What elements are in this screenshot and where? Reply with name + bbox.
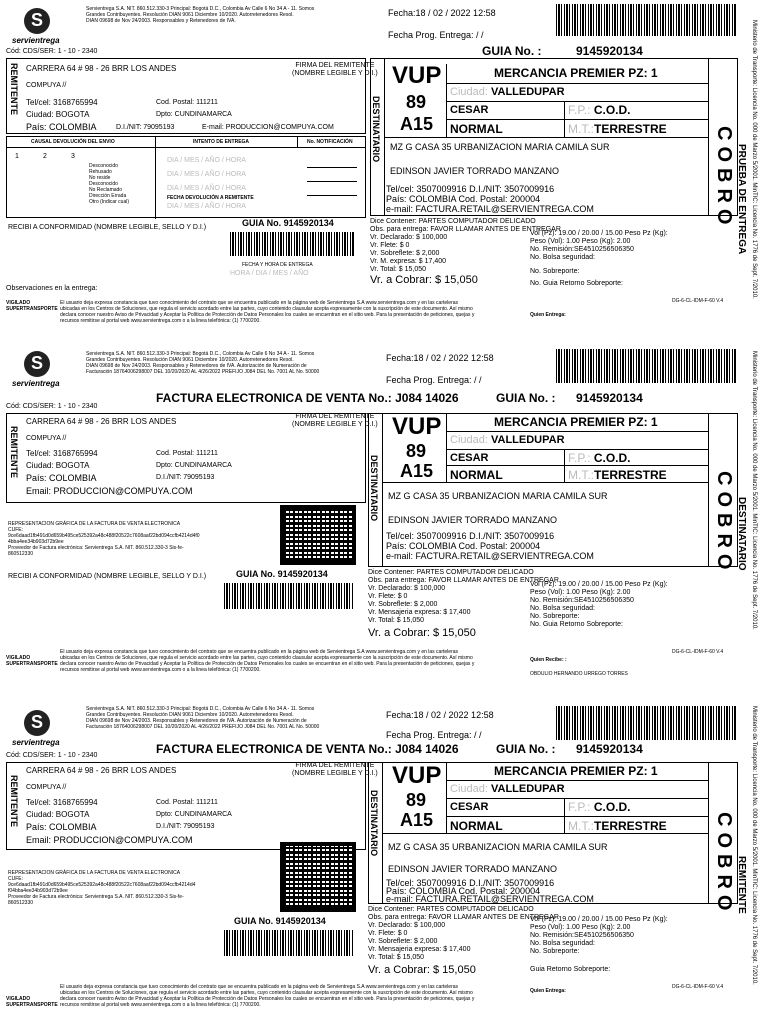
sender-city: Ciudad: BOGOTA [26, 110, 90, 119]
logo-text: servientrega [12, 36, 60, 45]
fecha-prog: Fecha Prog. Entrega: / / [386, 375, 482, 385]
route-2: A15 [400, 114, 434, 134]
cod-cds: Cód: CDS/SER: 1 - 10 - 2340 [6, 403, 98, 410]
devolucion-table: CAUSAL DEVOLUCIÓN DEL ENVIO INTENTO DE ENTREGA No. NOTIFICACIÓN 1 2 3 Desconocido Rehusado No reside Desconocido No Reclamado Dirección Errada Otro (Indicar cual) DIA / MES / AÑO / HORA DIA / MES / AÑO / HORA DIA / MES / AÑO / HORA FECHA DEVOLUCIÓN A REMITENTE DIA / MES / AÑO / HORA [6, 136, 366, 218]
fp: F.P.: C.O.D. [568, 103, 631, 117]
company-header: Servientrega S.A. NIT. 860.512.330-3 Principal: Bogotá D.C., Colombia Av Calle 6 No 34 A - 11. Somos Grandes Contribuyentes. Resolución DIAN 9061 Diciembre 10/2020. Autorretenedores Resol. DIAN 09698 de Nov 24/2003. Responsables y Retenedores de IVA. [86, 6, 315, 24]
firma-remitente: FIRMA DEL REMITENTE (NOMBRE LEGIBLE Y D.I.) [292, 413, 378, 428]
dest-country: País: COLOMBIA Cod. Postal: 200004 [386, 194, 541, 204]
dest-dept: CESAR [450, 104, 489, 116]
logo-text: servientrega [12, 379, 60, 388]
sender-tel: Tel/cel: 3168765994 [26, 98, 98, 107]
mode: NORMAL [450, 122, 503, 136]
guia-small: GUIA No. 9145920134 [242, 218, 334, 228]
vigilado: VIGILADO SUPERTRANSPORTE [6, 300, 58, 312]
recibi-label: RECIBI A CONFORMIDAD (NOMBRE LEGIBLE, SELLO Y D.I.) [8, 224, 207, 231]
quien-entrega: Quien Entrega: [530, 312, 566, 318]
einvoice-block: REPRESENTACION GRÁFICA DE LA FACTURA DE VENTA ELECTRONICA CUFE: 9ce6daad1fb491d0d659b495ce525392a48c488f20522c7608aaf22bd094ccfb4214d4f0 4bba4ee34b903d72b9ee Proveedor de Factura electrónica: Servientrega S.A. NIT. 860.512.330-3 Sis-fe- 860512330 [8, 521, 200, 557]
barcode-small [224, 583, 354, 609]
company-header: Servientrega S.A. NIT. 860.512.330-3 Principal: Bogotá D.C., Colombia Av Calle 6 No 34 A - 11. Somos Grandes Contribuyentes. Resolución DIAN 9061 Diciembre 10/2020. Autorretenedores Resol. DIAN 09698 de Nov 24/2003. Responsables y Retenedores de IVA. Autorización de Numeración de Facturación 18764006298007 DEL 10/20/2020 AL 4/26/2022 PREFIJO J084 DEL No. 7001 AL No. 50000 [86, 351, 320, 375]
form-code: DG-6-CL-IDM-F-60 V.4 [672, 298, 724, 304]
route-1: 89 [406, 92, 427, 112]
sender-country: País: COLOMBIA [26, 122, 97, 132]
footer-text: El usuario deja expresa constancia que tuvo conocimiento del contrato que se encuentra publicado en la página web de Servientrega S.A www.servientrega.com y en las carteleras ubicadas en los Centros de Soluciones, que regula el servicio acordado entre las partes, cuyo contenido clausular acepta expresamente con la suscripción de este documento. Así mismo declara conocer nuestro Aviso de Privacidad y Aceptar la Política de Protección de Datos Personales los cuales se encuentran en el sitio web. Para la presentación de peticiones, quejas y recursos remitirse al portal web www.servientrega.com o a la linea telefónica: (1) 7700200. [60, 300, 475, 324]
section-prueba-entrega [0, 0, 768, 335]
receiver-name: OBDULIO HERNANDO URREGO TORRES [530, 671, 628, 677]
servientrega-logo-icon [24, 710, 50, 736]
section-remitente: S servientrega Servientrega S.A. NIT. 860.512.330-3 Principal: Bogotá D.C., Colombia Av Calle 6 No 34 A - 11. Somos Grandes Contribuyentes. Resolución DIAN 9061 Diciembre 10/2020. Autorretenedores Resol. DIAN 09698 de Nov 24/2003. Responsables y Retenedores de IVA. Autorización de Numeración de Facturación 18764006298007 DEL 10/20/2020 AL 4/26/2022 PREFIJO J084 DEL No. 7001 AL No. 50000 Fecha:18 / 02 / 2022 12:58 Fecha Prog. Entrega: / / Cód: CDS/SER: 1 - 10 - 2340 FACTURA ELECTRONICA DE VENTA No.: J084 14026 GUIA No. : 9145920134 REMITENTE FIRMA DEL REMITENTE (NOMBRE LEGIBLE Y D.I.) CARRERA 64 # 98 - 26 BRR LOS ANDES COMPUYA // Tel/cel: 3168765994 Cod. Postal: 111211 Ciudad: BOGOTA Dpto: CUNDINAMARCA País: COLOMBIA D.I./NIT: 79095193 Email: PRODUCCION@COMPUYA.COM REPRESENTACION GRÁFICA DE LA FACTURA DE VENTA ELECTRONICA CUFE: 9ce6daad1fb491d0d659b495ce525392a48c488f20522c7608aaf22bd094ccfb4214d4 f04bba4ee34b903d72b9ee Proveedor de Factura electrónica: Servientrega S.A. NIT. 860.512.330-3 Sis-fe- 860512330 GUIA No. 9145920134 DESTINATARIO VUP 89 A15 MERCANCIA PREMIER PZ: 1 Ciudad: VALLEDUPAR CESAR F.P.: C.O.D. NORMAL M.T.:TERRESTRE COBRO MZ G CASA 35 URBANIZACION MARIA CAMILA SUR EDINSON JAVIER TORRADO MANZANO Tel/cel: 3507009916 D.I./NIT: 3507009916 País: COLOMBIA Cod. Postal: 200004 e-mail: FACTURA.RETAIL@SERVIENTREGA.COM Dice Contener: PARTES COMPUTADOR DELICADO Obs. para entrega: FAVOR LLAMAR ANTES DE ENTREGAR Vr. Declarado: $ 100,000 Vr. Flete: $ 0 Vr. Sobreflete: $ 2,000 Vr. Mensajeria expresa: $ 17,400 Vr. Total: $ 15,050 Vr. a Cobrar: $ 15,050 Vol (Pz): 19.00 / 20.00 / 15.00 Peso Pz (Kg): Peso (Vol): 1.00 Peso (Kg): 2.00 No. Remisión:SE4510256506350 No. Bolsa seguridad: No. Sobreporte: Guia Retorno Sobreporte: VIGILADO SUPERTRANSPORTE El usuario deja expresa constancia que tuvo conocimiento del contrato que se encuentra publicado en la página web de Servientrega S.A www.servientrega.com y en las carteleras ubicadas en los Centros de Soluciones, que regula el servicio acordado entre las partes, cuyo contenido clausular acepta expresamente con la suscripción de este documento. Así mismo declara conocer nuestro Aviso de Privacidad y Aceptar la Política de Protección de Datos Personales los cuales se encuentran en el sitio web. Para la presentación de peticiones, quejas y recursos remitirse al portal web www.servientrega.com o a la linea telefónica: (1) 7700200. DG-6-CL-IDM-F-60 V.4 Quien Entrega: Ministerio de Transporte: Licencia No. 000 de Marzo 5/2001. MinTIC: Licencia No. 1776 de Sept. 7/2010. REMITENTE [0, 700, 768, 1024]
sender-nit: D.I./NIT: 79095193 [116, 124, 175, 131]
product: MERCANCIA PREMIER PZ: 1 [494, 66, 658, 80]
invoice-title: FACTURA ELECTRONICA DE VENTA No.: J084 14026 [156, 391, 459, 405]
sender-postal: Cod. Postal: 111211 [156, 99, 218, 106]
barcode [556, 349, 736, 383]
dest-email: e-mail: FACTURA.RETAIL@SERVIENTREGA.COM [386, 204, 594, 214]
barcode-small [230, 232, 354, 256]
dest-city: Ciudad: VALLEDUPAR [450, 86, 565, 98]
barcode [556, 4, 736, 36]
a-cobrar: Vr. a Cobrar: $ 15,050 [370, 274, 478, 286]
sender-email: E-mail: PRODUCCION@COMPUYA.COM [202, 124, 334, 131]
side-ministry: Ministerio de Transporte: Licencia No. 000 de Marzo 5/2001. MinTIC: Licencia No. 1776 de Sept. 7/2010. [751, 20, 757, 299]
firma-remitente: FIRMA DEL REMITENTE (NOMBRE LEGIBLE Y D.I.) [292, 62, 378, 77]
fecha-hora-label: FECHA Y HORA DE ENTREGA [242, 262, 313, 268]
cod-cds: Cód: CDS/SER: 1 - 10 - 2340 [6, 48, 98, 55]
remitente-label: REMITENTE [9, 63, 19, 116]
sender-company: COMPUYA // [26, 82, 67, 89]
servientrega-logo-icon [24, 8, 50, 34]
qr-code [280, 842, 356, 912]
fecha: Fecha:18 / 02 / 2022 12:58 [388, 8, 496, 18]
fecha-prog: Fecha Prog. Entrega: / / [388, 30, 484, 40]
side-remitente: REMITENTE [736, 856, 747, 914]
sobreporte: No. Sobreporte: [530, 268, 580, 275]
dest-address: MZ G CASA 35 URBANIZACION MARIA CAMILA SUR [390, 142, 610, 152]
guia-label: GUIA No. : [496, 391, 556, 405]
content-right: Vol (Pz): 19.00 / 20.00 / 15.00 Peso Pz (Kg): Peso (Vol): 1.00 Peso (Kg): 2.00 No. Remisión:SE4510256506350 No. Bolsa seguridad: [530, 230, 668, 261]
dest-tel: Tel/cel: 3507009916 D.I./NIT: 3507009916 [386, 184, 555, 194]
qr-code [280, 505, 356, 565]
servientrega-logo-icon [24, 351, 50, 377]
fecha-hora-hint: HORA / DIA / MES / AÑO [230, 270, 309, 277]
retorno: No. Guia Retorno Sobreporte: [530, 280, 623, 287]
section-destinatario: S servientrega Servientrega S.A. NIT. 860.512.330-3 Principal: Bogotá D.C., Colombia Av Calle 6 No 34 A - 11. Somos Grandes Contribuyentes. Resolución DIAN 9061 Diciembre 10/2020. Autorretenedores Resol. DIAN 09698 de Nov 24/2003. Responsables y Retenedores de IVA. Autorización de Numeración de Facturación 18764006298007 DEL 10/20/2020 AL 4/26/2022 PREFIJO J084 DEL No. 7001 AL No. 50000 Fecha:18 / 02 / 2022 12:58 Fecha Prog. Entrega: / / Cód: CDS/SER: 1 - 10 - 2340 FACTURA ELECTRONICA DE VENTA No.: J084 14026 GUIA No. : 9145920134 REMITENTE FIRMA DEL REMITENTE (NOMBRE LEGIBLE Y D.I.) CARRERA 64 # 98 - 26 BRR LOS ANDES COMPUYA // Tel/cel: 3168765994 Cod. Postal: 111211 Ciudad: BOGOTA Dpto: CUNDINAMARCA País: COLOMBIA D.I./NIT: 79095193 Email: PRODUCCION@COMPUYA.COM REPRESENTACION GRÁFICA DE LA FACTURA DE VENTA ELECTRONICA CUFE: 9ce6daad1fb491d0d659b495ce525392a48c488f20522c7608aaf22bd094ccfb4214d4f0 4bba4ee34b903d72b9ee Proveedor de Factura electrónica: Servientrega S.A. NIT. 860.512.330-3 Sis-fe- 860512330 RECIBI A CONFORMIDAD (NOMBRE LEGIBLE, SELLO Y D.I.) GUIA No. 9145920134 DESTINATARIO VUP 89 A15 MERCANCIA PREMIER PZ: 1 Ciudad: VALLEDUPAR CESAR F.P.: C.O.D. NORMAL M.T.:TERRESTRE COBRO MZ G CASA 35 URBANIZACION MARIA CAMILA SUR EDINSON JAVIER TORRADO MANZANO Tel/cel: 3507009916 D.I./NIT: 3507009916 País: COLOMBIA Cod. Postal: 200004 e-mail: FACTURA.RETAIL@SERVIENTREGA.COM Dice Contener: PARTES COMPUTADOR DELICADO Obs. para entrega: FAVOR LLAMAR ANTES DE ENTREGAR Vr. Declarado: $ 100,000 Vr. Flete: $ 0 Vr. Sobreflete: $ 2,000 Vr. Mensajeria expresa: $ 17,400 Vr. Total: $ 15,050 Vr. a Cobrar: $ 15,050 Vol (Pz): 19.00 / 20.00 / 15.00 Peso Pz (Kg): Peso (Vol): 1.00 Peso (Kg): 2.00 No. Remisión:SE4510256506350 No. Bolsa seguridad: No. Sobreporte: No. Guia Retorno Sobreporte: VIGILADO SUPERTRANSPORTE El usuario deja expresa constancia que tuvo conocimiento del contrato que se encuentra publicado en la página web de Servientrega S.A www.servientrega.com y en las carteleras ubicadas en los Centros de Soluciones, que regula el servicio acordado entre las partes, cuyo contenido clausular acepta expresamente con la suscripción de este documento. Así mismo declara conocer nuestro Aviso de Privacidad y Aceptar la Política de Protección de Datos Personales los cuales se encuentran en el sitio web. Para la presentación de peticiones, quejas y recursos remitirse al portal web www.servientrega.com o a la linea telefónica: (1) 7700200. DG-6-CL-IDM-F-60 V.4 Quien Recibe: : OBDULIO HERNANDO URREGO TORRES Ministerio de Transporte: Licencia No. 000 de Marzo 5/2001. MinTIC: Licencia No. 1776 de Sept. 7/2010. DESTINATARIO [0, 345, 768, 685]
service-code: VUP [392, 62, 442, 89]
dest-name: EDINSON JAVIER TORRADO MANZANO [390, 166, 560, 176]
cobro-label: COBRO [713, 126, 735, 231]
remitente-block: REMITENTE [6, 413, 366, 503]
mt: M.T.:TERRESTRE [568, 122, 667, 136]
content-left: Dice Contener: PARTES COMPUTADOR DELICADO Obs. para entrega: FAVOR LLAMAR ANTES DE ENTREGAR Vr. Declarado: $ 100,000 Vr. Flete: $ 0 Vr. Sobreflete: $ 2,000 Vr. M. expresa: $ 17,400 Vr. Total: $ 15,050 [370, 218, 561, 273]
side-destinatario: DESTINATARIO [736, 497, 747, 571]
sender-address: CARRERA 64 # 98 - 26 BRR LOS ANDES [26, 64, 177, 73]
guia-small: GUIA No. 9145920134 [236, 569, 328, 579]
guia-label: GUIA No. : [482, 44, 542, 58]
fecha: Fecha:18 / 02 / 2022 12:58 [386, 353, 494, 363]
destinatario-label: DESTINATARIO [371, 96, 381, 163]
side-prueba: PRUEBA DE ENTREGA [736, 144, 747, 255]
obs-entrega: Observaciones en la entrega: [6, 285, 98, 292]
guia-number: 9145920134 [576, 391, 643, 405]
devolucion-reasons: Desconocido Rehusado No reside Desconocido No Reclamado Dirección Errada Otro (Indicar cual) [89, 163, 130, 205]
guia-number: 9145920134 [576, 44, 643, 58]
sender-dept: Dpto: CUNDINAMARCA [156, 111, 232, 118]
